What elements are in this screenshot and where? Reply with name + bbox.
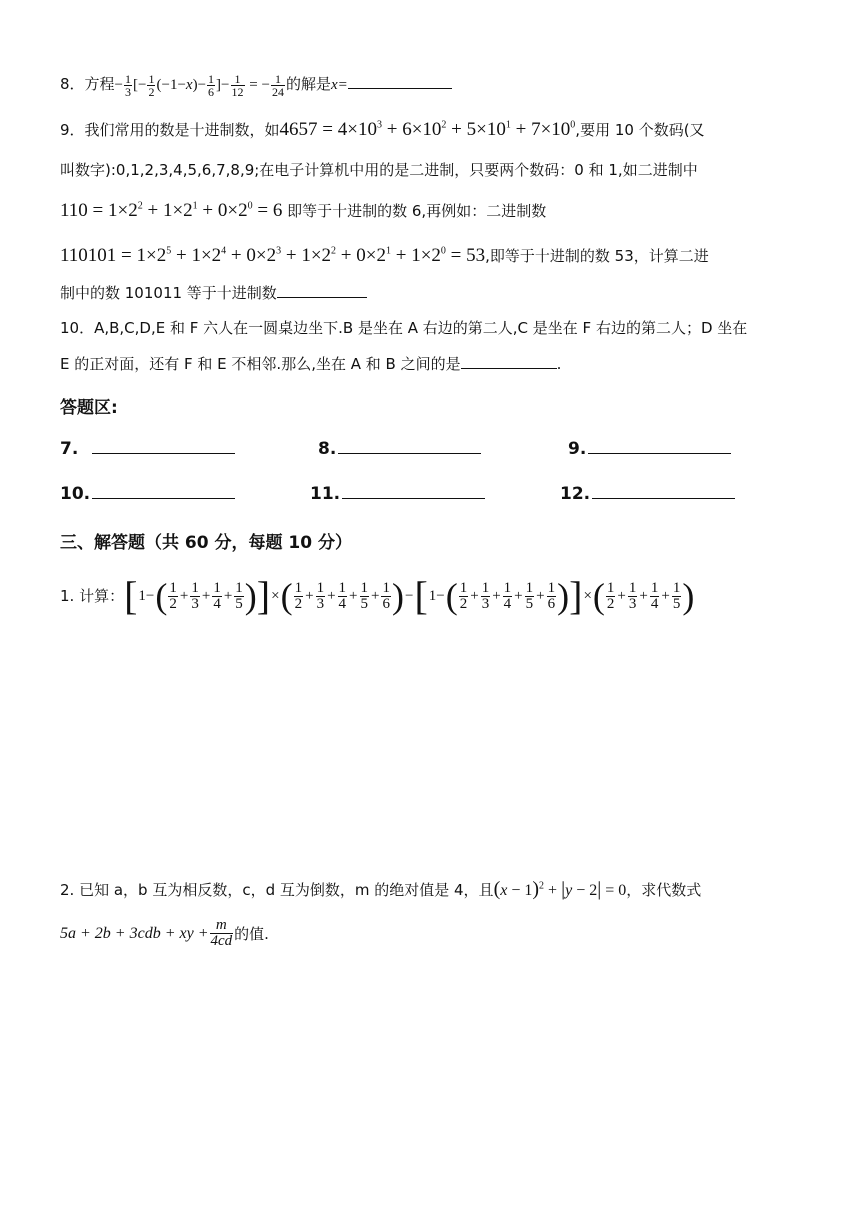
section-3-title: 三、解答题（共 60 分，每题 10 分） [60, 533, 352, 553]
answer-label-10: 10. [60, 484, 91, 504]
problem-2-fraction: $\frac{m}{4cd}$ [210, 917, 233, 949]
q8-answer-blank[interactable] [348, 88, 452, 89]
q9-text-3: 即等于十进制的数 6,再例如：二进制数 [287, 202, 547, 220]
q9-text-1b: ,要用 10 个数码(又 [575, 121, 705, 139]
answer-blank-7[interactable] [92, 453, 235, 454]
answer-label-7: 7. [60, 439, 79, 459]
answer-item-9 [568, 439, 731, 459]
q8-equation: − $\frac{1}{3}$ [− $\frac{1}{2}$ (−1−x)− $\frac{1}{6}$ ]− $\frac{1}{12}$ = − $\frac{1}{24}$ [114, 72, 284, 99]
q10-text-2: E 的正对面，还有 F 和 E 不相邻.那么,坐在 A 和 B 之间的是 [60, 355, 461, 373]
problem-2-line-1 [60, 879, 701, 901]
answer-blank-8[interactable] [338, 453, 481, 454]
answer-blank-9[interactable] [588, 453, 731, 454]
answer-label-12: 12. [560, 484, 591, 504]
problem-1-prefix: 1. 计算： [60, 587, 125, 605]
question-9-line-2: 叫数字):0,1,2,3,4,5,6,7,8,9;在电子计算机中用的是二进制，只要两个数码：0 和 1,如二进制中 [60, 161, 698, 179]
q9-eq-1: $4657 = 4\times 10^3 + 6\times 10^2 + 5\times 10^1 + 7\times 10^0$ [279, 119, 576, 140]
q8-suffix: 的解是 [285, 74, 331, 93]
q10-answer-blank[interactable] [461, 368, 557, 369]
question-9-line-5 [60, 283, 367, 303]
question-9-line-4 [60, 246, 709, 266]
problem-2-expression: 5a + 2b + 3cdb + xy + [60, 924, 209, 942]
q9-text-5: 制中的数 101011 等于十进制数 [60, 284, 277, 302]
problem-2-text-1: 2. 已知 a，b 互为相反数，c，d 互为倒数，m 的绝对值是 4，且 [60, 881, 494, 899]
question-10-line-2: E 的正对面，还有 F 和 E 不相邻.那么,坐在 A 和 B 之间的是 . [60, 355, 562, 373]
question-9-line-3 [60, 201, 546, 221]
answer-item-10 [60, 484, 235, 504]
answer-label-9: 9. [568, 439, 587, 459]
q8-variable: x= [330, 76, 348, 93]
q9-text-1: 9．我们常用的数是十进制数，如 [60, 121, 280, 139]
answer-item-12 [560, 484, 735, 504]
question-10-line-1: 10．A,B,C,D,E 和 F 六人在一圆桌边坐下.B 是坐在 A 右边的第二人,C 是坐在 F 右边的第二人；D 坐在 [60, 319, 748, 337]
problem-2-condition: $(x - 1)^2 + |y - 2| = 0$ [493, 878, 627, 900]
q9-text-4: ,即等于十进制的数 53，计算二进 [485, 247, 709, 265]
answer-label-11: 11. [310, 484, 341, 504]
answer-item-7 [60, 439, 235, 459]
q9-answer-blank[interactable] [277, 297, 367, 298]
question-9-line-1 [60, 120, 705, 140]
answer-blank-10[interactable] [92, 498, 235, 499]
answer-label-8: 8. [318, 439, 337, 459]
answer-item-8 [318, 439, 481, 459]
answer-blank-12[interactable] [592, 498, 735, 499]
problem-2-line-2 [60, 918, 269, 949]
problem-1 [60, 573, 695, 618]
q9-eq-2: $110 = 1\times 2^2 + 1\times 2^1 + 0\times 2^0 = 6$ [60, 200, 283, 221]
answer-area-title: 答题区: [60, 398, 118, 418]
problem-2-text-1b: ，求代数式 [626, 881, 702, 899]
answer-item-11 [310, 484, 485, 504]
q9-eq-3: $110101 = 1\times 2^5 + 1\times 2^4 + 0\times 2^3 + 1\times 2^2 + 0\times 2^1 + 1\times 2^0 = 53$ [60, 245, 486, 266]
problem-1-expression: [ 1− ( $\frac{1}{2}$ + $\frac{1}{3}$ + $\frac{1}{4}$ + $\frac{1}{5}$ ) ] × ( $\frac{1}{2}$ + $\frac{1}{3}$ + $\frac{1}{4}$ + $\frac{1}{5}$ + $\frac{1}{6}$ ) − [ 1− ( $\frac{1}{2}$ + $\frac{1}{3}$ + $\frac{1}{4}$ + $\frac{1}{5}$ + $\frac{1}{6}$ ) ] × ( $\frac{1}{2}$ + $\frac{1}{3}$ + $\frac{1}{4}$ + $\frac{1}{5}$ ) [124, 573, 695, 618]
question-8 [60, 73, 452, 98]
problem-2-text-2: 的值. [234, 924, 269, 943]
answer-blank-11[interactable] [342, 498, 485, 499]
q8-prefix: 8．方程 [60, 74, 115, 93]
